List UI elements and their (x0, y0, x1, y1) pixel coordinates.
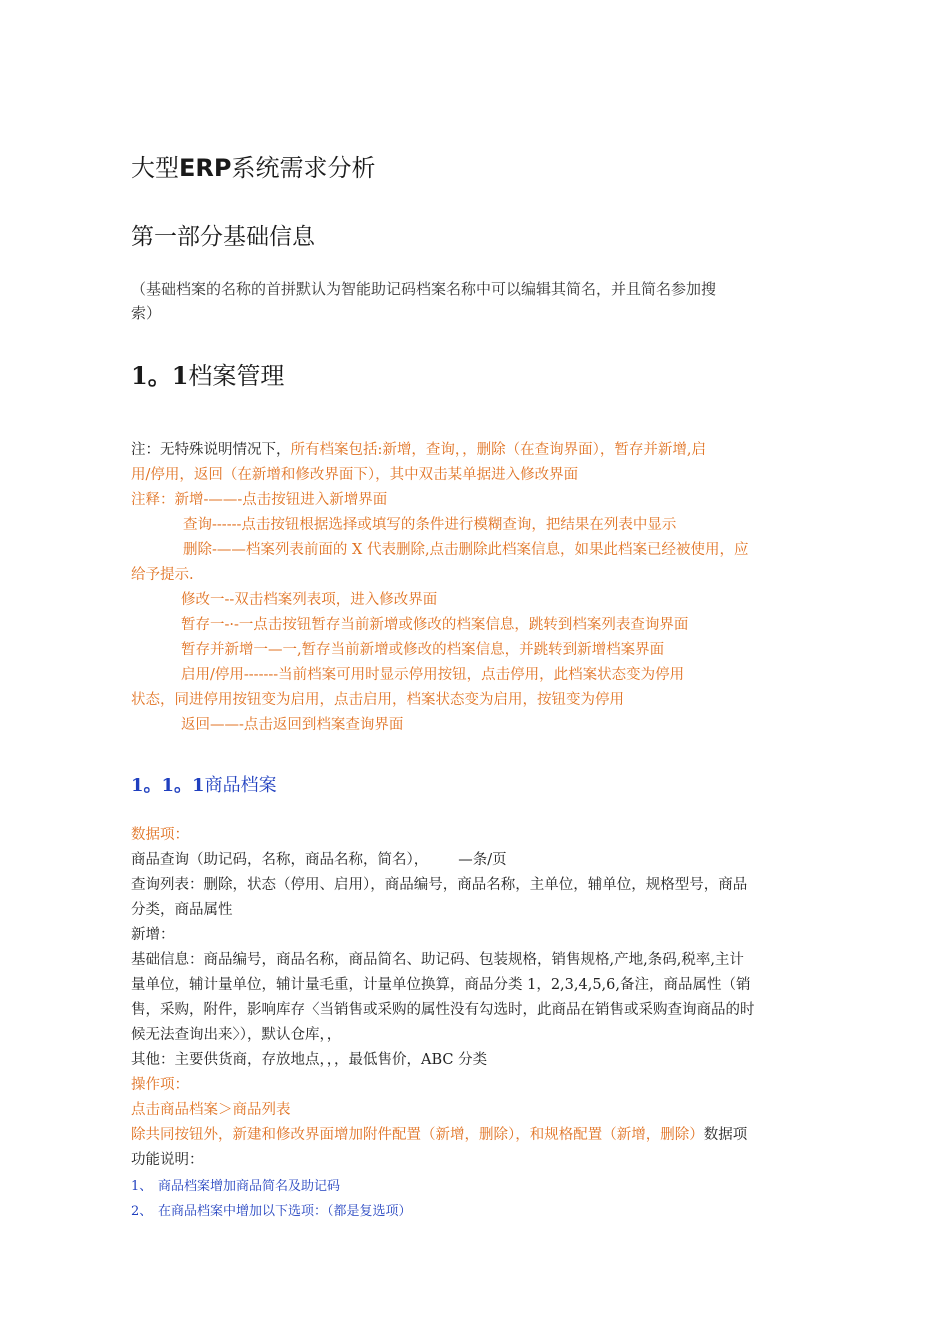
per-page-text: —条/页 (458, 852, 507, 868)
basic-info-line-3: 售，采购，附件，影响库存〈当销售或采购的属性没有勾选时，此商品在销售或采购查询商品的时 (131, 1002, 755, 1018)
list-line-1: 查询列表：删除，状态（停用、启用），商品编号，商品名称，主单位，辅单位，规格型号，商品 (131, 877, 748, 893)
func-item-1 (131, 1174, 340, 1199)
ops-line-2 (131, 1123, 747, 1148)
func-item-2-text: 在商品档案中增加以下选项：（都是复选项） (158, 1204, 412, 1219)
save-new-line: 暂存并新增一—一,暂存当前新增或修改的档案信息，并跳转到新增档案界面 (181, 642, 665, 658)
other-line: 其他：主要供货商，存放地点，，，最低售价，ABC 分类 (131, 1052, 488, 1068)
title-erp: ERP (179, 154, 232, 182)
explain-line: 注释：新增-——-点击按钮进入新增界面 (131, 492, 388, 508)
basic-info-line-4: 候无法查询出来〉），默认仓库，， (131, 1027, 342, 1043)
func-item-1-num: 1、 (131, 1179, 153, 1194)
delete-line-2: 给予提示. (131, 567, 194, 583)
part-title: 第一部分基础信息 (131, 224, 315, 250)
note-line-1 (131, 438, 706, 463)
delete-line-1: 删除-——档案列表前面的 X 代表删除,点击删除此档案信息，如果此档案已经被使用，应 (183, 542, 749, 558)
list-line-2: 分类，商品属性 (131, 902, 233, 918)
func-item-2-num: 2、 (131, 1204, 153, 1219)
back-line: 返回——-点击返回到档案查询界面 (181, 717, 404, 733)
basic-info-line-2: 量单位，辅计量单位，辅计量毛重，计量单位换算，商品分类 1，2,3,4,5,6,备注，商品属性（销 (131, 977, 751, 993)
enable-line-1: 启用/停用-------当前档案可用时显示停用按钮，点击停用，此档案状态变为停用 (181, 667, 685, 683)
section-1-1-1-heading (131, 771, 277, 797)
new-label: 新增： (131, 927, 175, 943)
document-title (131, 148, 375, 183)
section-1-1-heading (131, 356, 284, 391)
title-suffix: 系统需求分析 (231, 154, 376, 182)
ops-line-2-black: 数据项 (703, 1127, 748, 1143)
section-number: 1。1 (131, 361, 189, 390)
enable-line-2: 状态，同进停用按钮变为启用，点击启用，档案状态变为启用，按钮变为停用 (131, 692, 624, 708)
note-line-1-rest: 所有档案包括:新增，查询，，删除（在查询界面），暂存并新增,启 (290, 442, 706, 458)
ops-label: 操作项： (131, 1077, 189, 1093)
ops-line-2-orange: 除共同按钮外，新建和修改界面增加附件配置（新增，删除），和规格配置（新增，删除） (131, 1127, 704, 1143)
product-query-line (131, 848, 507, 873)
section-title: 档案管理 (188, 362, 285, 390)
save-line: 暂存一-·-一点击按钮暂存当前新增或修改的档案信息，跳转到档案列表查询界面 (181, 617, 689, 633)
title-prefix: 大型 (131, 154, 179, 182)
func-label: 功能说明： (131, 1152, 204, 1168)
intro-line-2: 索） (131, 304, 162, 322)
note-prefix: 注：无特殊说明情况下， (131, 442, 291, 458)
subsection-title: 商品档案 (204, 775, 277, 796)
query-line: 查询------点击按钮根据选择或填写的条件进行模糊查询，把结果在列表中显示 (183, 517, 677, 533)
subsection-number: 1。1。1 (131, 775, 205, 796)
basic-info-line-1: 基础信息：商品编号，商品名称，商品简名、助记码、包装规格，销售规格,产地,条码,税率,主计 (131, 952, 744, 968)
func-item-2 (131, 1199, 412, 1224)
func-item-1-text: 商品档案增加商品简名及助记码 (158, 1179, 341, 1194)
ops-line-1: 点击商品档案＞商品列表 (131, 1102, 291, 1118)
modify-line: 修改一--双击档案列表项，进入修改界面 (181, 592, 438, 608)
intro-line-1: （基础档案的名称的首拼默认为智能助记码档案名称中可以编辑其简名，并且简名参加搜 (131, 280, 717, 298)
note-line-2: 用/停用，返回（在新增和修改界面下），其中双击某单据进入修改界面 (131, 467, 579, 483)
data-items-label: 数据项： (131, 827, 189, 843)
product-query-fields: 商品查询（助记码，名称，商品名称，简名）， (131, 852, 429, 868)
